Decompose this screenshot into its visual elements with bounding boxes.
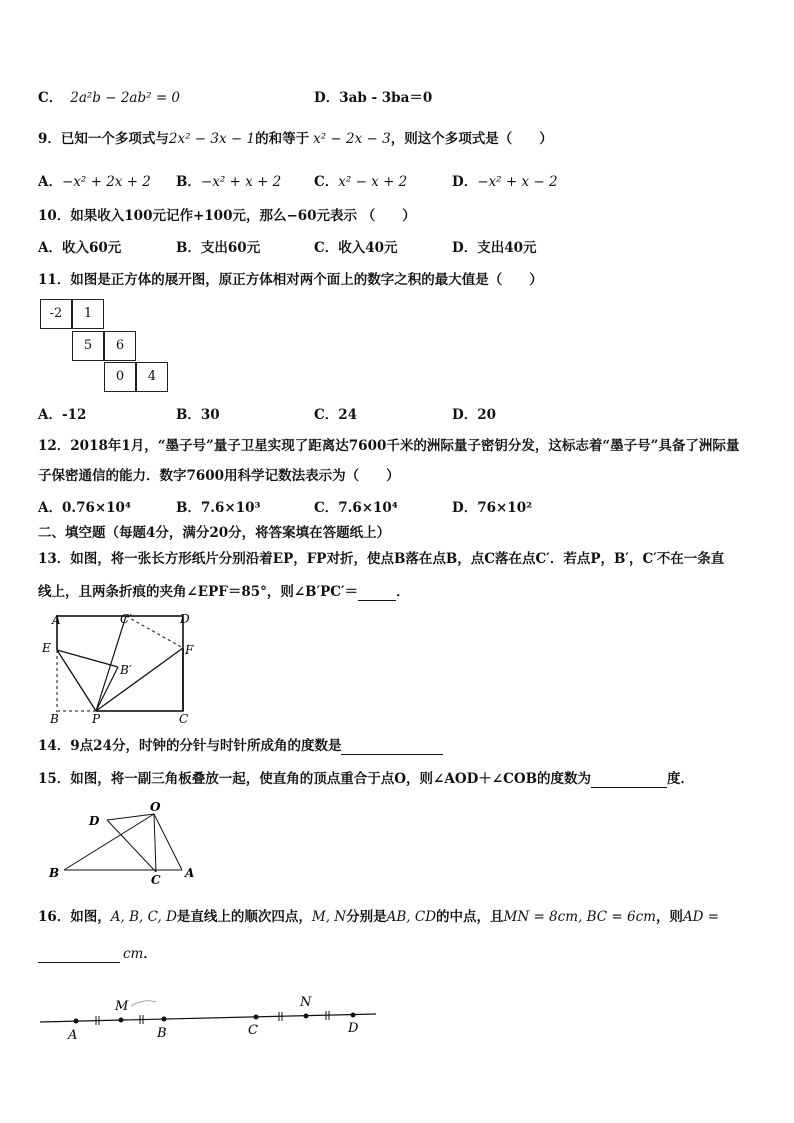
- cube-net-cell: 5: [72, 331, 104, 361]
- q10-option-b: B．支出60元: [176, 240, 261, 256]
- q12-option-c: C．7.6×10⁴: [314, 500, 398, 516]
- q12-option-a: A．0.76×10⁴: [38, 500, 131, 516]
- q13-stem-line2: [38, 583, 410, 601]
- fig-label-b-prime: B′: [120, 663, 132, 677]
- q16-stem: [38, 908, 719, 926]
- fig-label-a: A: [52, 613, 61, 627]
- q10-option-a: A．收入60元: [38, 240, 122, 256]
- fig-label-c: C: [151, 873, 161, 887]
- q16-math-segments: AB, CD: [386, 909, 437, 925]
- fig-label-e: E: [42, 641, 51, 655]
- q9-option-a: [38, 173, 151, 191]
- q9-option-c-math: x² − x + 2: [338, 174, 408, 190]
- q9-stem-pre: 9．已知一个多项式与: [38, 131, 169, 147]
- q12-option-d: D．76×10²: [452, 500, 533, 516]
- fig-label-c: C: [179, 712, 189, 726]
- q16-stem-mid1: 是直线上的顺次四点，: [176, 909, 312, 925]
- q16-answer-blank[interactable]: [38, 948, 120, 963]
- q15-stem-end: 度．: [667, 771, 695, 787]
- q12-stem-line1: 12．2018年1月，“墨子号”量子卫星实现了距离达7600千米的洲际量子密钥分发，这标志着“墨子号”具备了洲际量: [38, 438, 740, 454]
- folded-rectangle-figure: [36, 612, 206, 727]
- q15-answer-blank[interactable]: [591, 773, 667, 788]
- q14-answer-blank[interactable]: [341, 740, 443, 755]
- q16-math-mn: M, N: [311, 909, 347, 925]
- q9-option-d-math: −x² + x − 2: [477, 174, 558, 190]
- cube-net-cell: 0: [104, 362, 136, 392]
- q9-option-b-math: −x² + x + 2: [200, 174, 282, 190]
- q8-option-c-math: 2a²b − 2ab² = 0: [70, 90, 181, 106]
- cube-net-cell: 4: [136, 362, 168, 392]
- fig-label-d: D: [348, 1021, 359, 1036]
- q11-option-d: D．20: [452, 407, 496, 423]
- q11-option-b: B．30: [176, 407, 220, 423]
- q8-option-c-label: C．: [38, 90, 63, 106]
- q9-option-a-label: A．: [38, 174, 62, 190]
- q9-option-c: [314, 173, 407, 191]
- q9-stem-post: ，则这个多项式是（ ）: [390, 131, 553, 147]
- q9-option-d: [452, 173, 558, 191]
- q10-stem: 10．如果收入100元记作+100元，那么−60元表示 （ ）: [38, 208, 416, 224]
- q16-stem-pre: 16．如图，: [38, 909, 111, 925]
- fig-label-c: C: [248, 1023, 258, 1038]
- q16-answer-line: [38, 945, 157, 963]
- set-squares-figure: [44, 800, 204, 890]
- q9-option-c-label: C．: [314, 174, 339, 190]
- q11-option-c: C．24: [314, 407, 358, 423]
- section-heading: 二、填空题（每题4分，满分20分，将答案填在答题纸上）: [38, 525, 391, 541]
- fig-label-c-prime: C′: [120, 612, 132, 626]
- q10-option-d: D．支出40元: [452, 240, 537, 256]
- q11-stem: 11．如图是正方体的展开图，原正方体相对两个面上的数字之积的最大值是（ ）: [38, 272, 543, 288]
- q8-option-d: D．3ab - 3ba＝0: [314, 90, 433, 106]
- fig-label-o: O: [150, 800, 161, 814]
- fig-label-a: A: [185, 866, 195, 880]
- q14-stem: [38, 737, 443, 755]
- q16-stem-mid4: ，则: [655, 909, 683, 925]
- fig-label-b: B: [49, 866, 60, 880]
- fig-label-p: P: [92, 712, 101, 726]
- q11-option-a: A．-12: [38, 407, 87, 423]
- q9-poly-2: x² − 2x − 3: [313, 131, 391, 147]
- fig-label-d: D: [89, 814, 100, 828]
- q9-option-a-math: −x² + 2x + 2: [61, 174, 151, 190]
- cube-net-cell: -2: [40, 299, 72, 329]
- q12-option-b: B．7.6×10³: [176, 500, 261, 516]
- number-line-figure: [36, 992, 386, 1044]
- fig-label-b: B: [157, 1026, 167, 1041]
- q16-math-given: MN = 8cm, BC = 6cm: [503, 909, 656, 925]
- q9-option-b: [176, 173, 281, 191]
- q16-stem-mid3: 的中点，且: [436, 909, 504, 925]
- fig-label-a: A: [68, 1028, 78, 1043]
- q16-stem-mid2: 分别是: [346, 909, 387, 925]
- q13-stem-text: 线上，且两条折痕的夹角∠EPF＝85°，则∠B′PC′＝: [38, 584, 359, 600]
- q8-option-c: [38, 89, 180, 107]
- q12-stem-line2: 子保密通信的能力．数字7600用科学记数法表示为（ ）: [38, 468, 400, 484]
- q16-unit: cm: [123, 946, 144, 962]
- fig-label-n: N: [300, 995, 312, 1010]
- q15-stem-text: 15．如图，将一副三角板叠放一起，使直角的顶点重合于点O，则∠AOD＋∠COB的度数为: [38, 771, 592, 787]
- q14-stem-text: 14．9点24分，时钟的分针与时针所成角的度数是: [38, 738, 342, 754]
- cube-net-cell: 1: [72, 299, 104, 329]
- q16-math-ad: AD =: [682, 909, 720, 925]
- q16-stem-end: ．: [143, 946, 157, 962]
- q16-math-points: A, B, C, D: [110, 909, 177, 925]
- q15-stem: [38, 770, 694, 788]
- q9-option-b-label: B．: [176, 174, 201, 190]
- fig-label-d: D: [180, 612, 190, 626]
- q13-stem-line1: 13．如图，将一张长方形纸片分别沿着EP，FP对折，使点B落在点B，点C落在点C′．若点P，B′，C′不在一条直: [38, 551, 725, 567]
- q13-stem-end: ．: [396, 584, 410, 600]
- cube-net-cell: 6: [104, 331, 136, 361]
- q9-option-d-label: D．: [452, 174, 478, 190]
- q9-stem-mid: 的和等于: [255, 131, 310, 147]
- fig-label-f: F: [185, 643, 194, 657]
- q13-answer-blank[interactable]: [358, 586, 396, 601]
- q9-stem: [38, 130, 553, 148]
- q10-option-c: C．收入40元: [314, 240, 398, 256]
- fig-label-m: M: [115, 999, 129, 1014]
- q9-poly-1: 2x² − 3x − 1: [168, 131, 256, 147]
- fig-label-b: B: [50, 712, 59, 726]
